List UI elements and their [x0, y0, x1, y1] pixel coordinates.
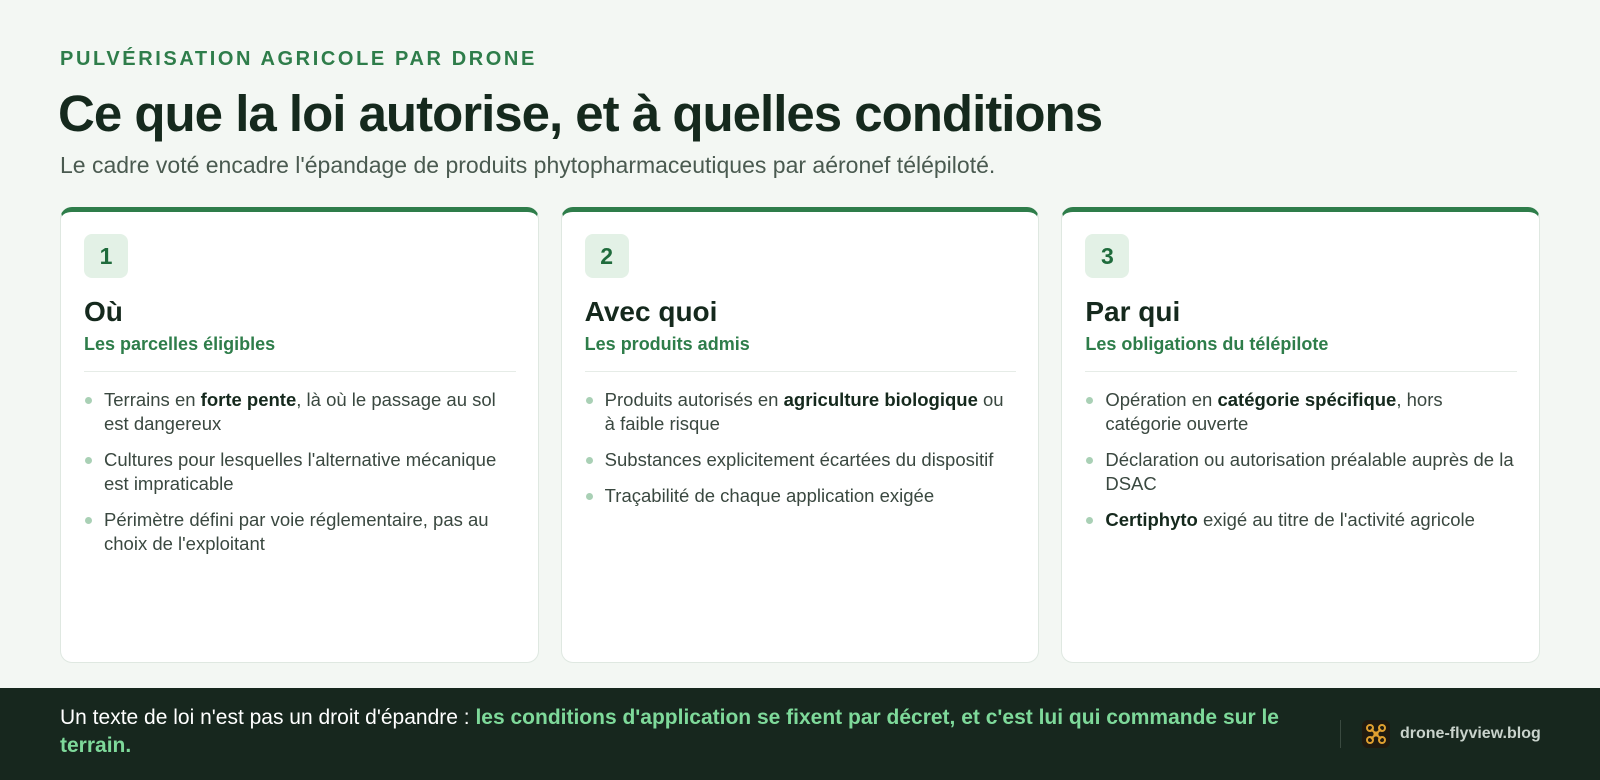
card-par-qui	[1061, 207, 1540, 663]
list-item: Déclaration ou autorisation préalable auprès de la DSAC	[1085, 448, 1517, 496]
page-title: Ce que la loi autorise, et à quelles conditions	[58, 85, 1103, 142]
card-title: Avec quoi	[584, 296, 718, 327]
card-divider	[585, 371, 1017, 372]
bullet-icon	[85, 517, 92, 524]
card-list	[1085, 388, 1517, 532]
card-divider	[1085, 371, 1517, 372]
bullet-icon	[586, 397, 593, 404]
card-number-badge: 1	[84, 234, 128, 278]
bullet-icon	[1086, 397, 1093, 404]
bullet-icon	[1086, 517, 1093, 524]
list-item: Substances explicitement écartées du dispositif	[585, 448, 1017, 472]
bullet-icon	[1086, 457, 1093, 464]
card-title: Où	[84, 296, 123, 327]
bullet-icon	[85, 397, 92, 404]
page-subtitle: Le cadre voté encadre l'épandage de produits phytopharmaceutiques par aéronef télépiloté.	[60, 152, 996, 178]
list-item: Cultures pour lesquelles l'alternative mécanique est impraticable	[84, 448, 516, 496]
card-divider	[84, 371, 516, 372]
drone-icon	[1362, 720, 1390, 748]
list-item: Traçabilité de chaque application exigée	[585, 484, 1017, 508]
bullet-icon	[85, 457, 92, 464]
eyebrow-label: PULVÉRISATION AGRICOLE PAR DRONE	[60, 48, 537, 70]
bullet-icon	[586, 493, 593, 500]
cards-row	[60, 207, 1540, 663]
card-subtitle: Les obligations du télépilote	[1085, 334, 1329, 354]
card-ou	[60, 207, 539, 663]
list-item: Périmètre défini par voie réglementaire, pas au choix de l'exploitant	[84, 508, 516, 556]
card-list	[84, 388, 516, 556]
card-avec-quoi	[561, 207, 1040, 663]
list-item: Terrains en forte pente, là où le passage au sol est dangereux	[84, 388, 516, 436]
list-item: Opération en catégorie spécifique, hors catégorie ouverte	[1085, 388, 1517, 436]
brand-link[interactable]	[1362, 720, 1541, 748]
footer-banner	[0, 688, 1600, 780]
card-number-badge: 3	[1085, 234, 1129, 278]
card-list	[585, 388, 1017, 508]
list-item: Certiphyto exigé au titre de l'activité agricole	[1085, 508, 1517, 532]
card-title: Par qui	[1085, 296, 1181, 327]
footer-highlight: les conditions d'application se fixent par décret, et c'est lui qui commande sur le terrain.	[60, 706, 1279, 757]
brand-name: drone-flyview.blog	[1400, 725, 1541, 742]
footer-separator	[1340, 720, 1341, 748]
list-item: Produits autorisés en agriculture biologique ou à faible risque	[585, 388, 1017, 436]
card-subtitle: Les produits admis	[584, 334, 750, 354]
card-number-badge: 2	[585, 234, 629, 278]
footer-statement: Un texte de loi n'est pas un droit d'épandre : les conditions d'application se fixent par décret, et c'est lui qui commande sur le terrain.	[60, 706, 1279, 757]
card-subtitle: Les parcelles éligibles	[84, 334, 276, 354]
bullet-icon	[586, 457, 593, 464]
